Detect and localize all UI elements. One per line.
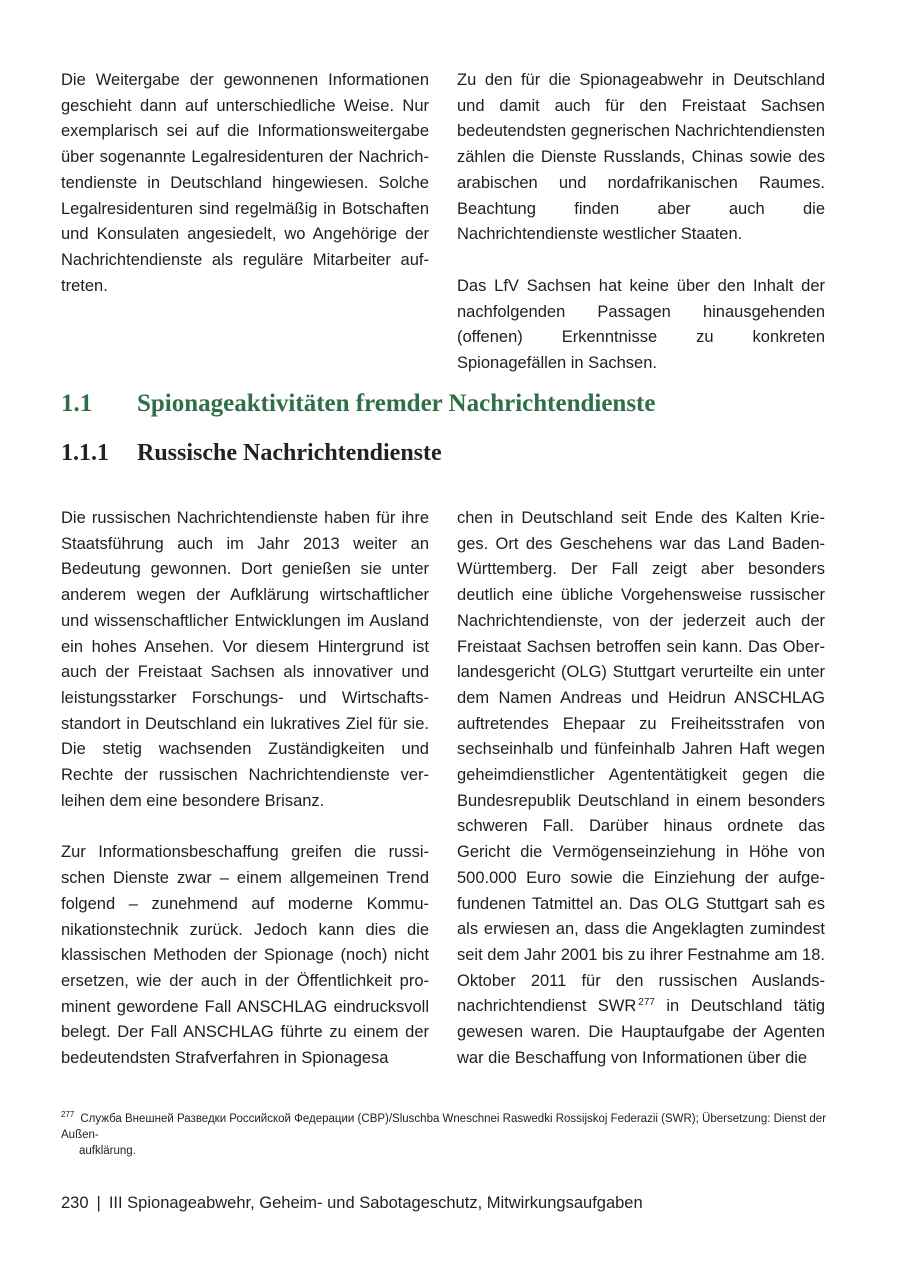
running-title: III Spionageabwehr, Geheim- und Sabotageschutz, Mitwirkungsaufgaben [108,1194,643,1212]
paragraph-relevant-services: Zu den für die Spionageabwehr in Deutschland und damit auch für den Freistaat Sachsen bedeutendsten gegnerischen Nachrichtendiensten zählen die Dienste Russlands, Chinas sowie des arabischen und nordafrikanischen Raumes. Beachtung finden aber auch die Nachrichtendienste westlicher Staaten. [457,71,825,244]
body-left-column [61,506,429,1072]
paragraph-information-gathering: Zur Informationsbeschaffung greifen die russischen Dienste zwar – einem allgemeinen Trend folgend – zunehmend auf moderne Kommunikationstechnik zurück. Jedoch kann dies die klassischen Methoden der Spionage (noch) nicht ersetzen, wie der auch in der Öffentlichkeit prominent gewordene Fall ANSCHLAG eindrucksvoll belegt. Der Fall ANSCHLAG führte zu einem der bedeutendsten Strafverfahren in Spionagesa [61,843,429,1068]
footnote-text-line-2: aufklärung. [79,1145,136,1157]
section-heading [61,390,655,418]
top-right-column [457,68,825,377]
footnote-text-line-1: Служба Внешней Разведки Российской Федерации (СВР)/Sluschba Wneschnei Raswedki Rossijskoj Federazii (SWR); Übersetzung: Dienst der Außen- [61,1113,827,1141]
section-number: 1.1 [61,390,93,417]
footnote-reference[interactable]: 277 [638,996,655,1008]
paragraph-information-transfer: Die Weitergabe der gewonnenen Informationen geschieht dann auf unterschiedliche Weise. Nur exemplarisch sei auf die Informationsweitergabe über sogenannte Legalresidenturen der Nachrichtendienste in Deutschland hingewiesen. Solche Legalresidenturen sind regelmäßig in Botschaften und Konsulaten angesiedelt, wo Angehörige der Nachrichtendienste als reguläre Mitarbeiter auftreten. [61,71,429,295]
body-right-column [457,506,825,1071]
top-left-column [61,68,429,299]
section-title: Spionageaktivitäten fremder Nachrichtendienste [137,390,656,417]
footer-separator: | [96,1194,101,1212]
anschlag-case-text-part-2: in Deutschland tätig gewesen waren. Die Hauptaufgabe der Agenten war die Beschaffung von Informationen über die [457,997,825,1067]
paragraph-lfv-note: Das LfV Sachsen hat keine über den Inhalt der nachfolgenden Passagen hinausgehenden (offenen) Erkenntnisse zu konkreten Spionagefällen in Sachsen. [457,276,825,373]
footnote-number: 277 [61,1110,75,1120]
page-footer [61,1194,643,1213]
footnote [61,1111,831,1159]
subsection-number: 1.1.1 [61,440,109,466]
anschlag-case-text-part-1: chen in Deutschland seit Ende des Kalten Krieges. Ort des Geschehens war das Land Baden-Württemberg. Der Fall zeigt aber besonders deutlich eine übliche Vorgehensweise russischer Nachrichtendienste, von der jederzeit auch der Freistaat Sachsen betroffen sein kann. Das Oberlandesgericht (OLG) Stuttgart verurteilte ein unter dem Namen Andreas und Heidrun ANSCHLAG auftretendes Ehepaar zu Freiheitsstrafen von sechseinhalb und fünfeinhalb Jahren Haft wegen geheimdienstlicher Agententätigkeit gegen die Bundesrepublik Deutschland in einem besonders schweren Fall. Darüber hinaus ordnete das Gericht die Vermögenseinziehung in Höhe von 500.000 Euro sowie die Einziehung der aufgefundenen Tatmittel an. Das OLG Stuttgart sah es als erwiesen an, dass die Angeklagten zumindest seit dem Jahr 2001 bis zu ihrer Festnahme am 18. Oktober 2011 für den russischen Auslandsnachrichtendienst SWR [457,509,825,1016]
paragraph-russian-services-importance: Die russischen Nachrichtendienste haben für ihre Staatsführung auch im Jahr 2013 weiter an Bedeutung gewonnen. Dort genießen sie unter anderem wegen der Aufklärung wirtschaftlicher und wissenschaftlicher Entwicklungen im Ausland ein hohes Ansehen. Vor diesem Hintergrund ist auch der Freistaat Sachsen als innovativer und leistungsstarker Forschungs- und Wirtschaftsstandort in Deutschland ein lukratives Ziel für sie. Die stetig wachsenden Zuständigkeiten und Rechte der russischen Nachrichtendienste verleihen dem eine besondere Brisanz. [61,509,429,810]
paragraph-anschlag-case [457,506,825,1071]
subsection-heading [61,440,442,467]
subsection-title: Russische Nachrichtendienste [137,440,442,466]
page-number: 230 [61,1194,89,1212]
